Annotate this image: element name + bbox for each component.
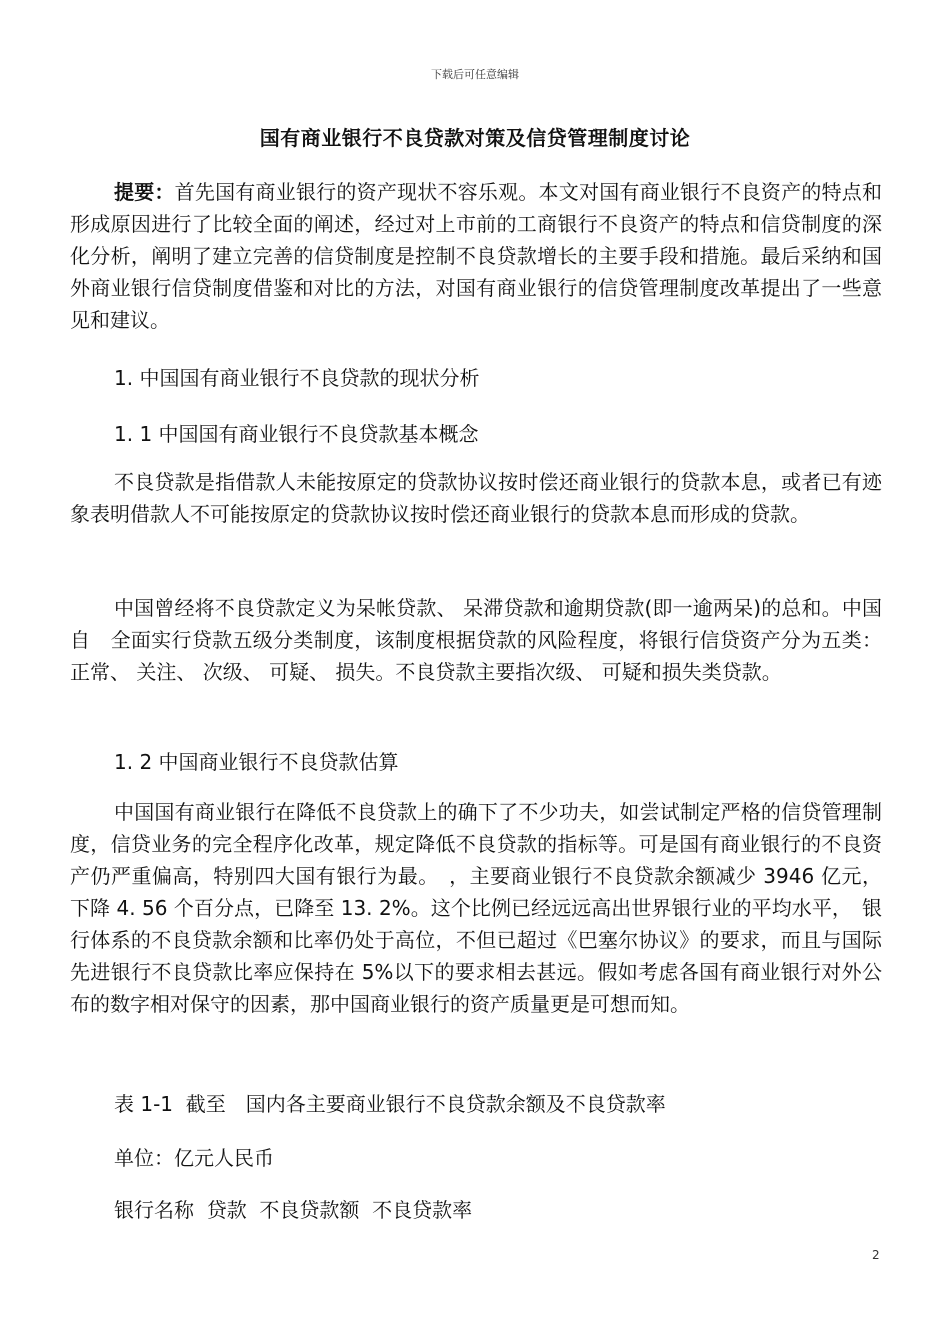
section-1-2-heading: 1. 2 中国商业银行不良贷款估算 (114, 750, 399, 774)
section-1-2-heading-block (70, 746, 882, 778)
table-caption-block (70, 1088, 882, 1120)
table-caption: 表 1-1 截至 国内各主要商业银行不良贷款余额及不良贷款率 (114, 1092, 666, 1116)
abstract-block (70, 176, 882, 336)
table-columns-block (70, 1194, 882, 1226)
document-title: 国有商业银行不良贷款对策及信贷管理制度讨论 (259, 126, 691, 150)
abstract-text: 首先国有商业银行的资产现状不容乐观。本文对国有商业银行不良资产的特点和形成原因进行了比较全面的阐述，经过对上市前的工商银行不良资产的特点和信贷制度的深化分析，阐明了建立完善的信贷制度是控制不良贷款增长的主要手段和措施。最后采纳和国外商业银行信贷制度借鉴和对比的方法，对国有商业银行的信贷管理制度改革提出了一些意见和建议。 (70, 180, 883, 332)
section-1-1-heading-block (70, 418, 882, 450)
abstract-label: 提要： (114, 180, 175, 204)
estimate-block (70, 796, 882, 1020)
estimate-paragraph: 中国国有商业银行在降低不良贷款上的确下了不少功夫，如尝试制定严格的信贷管理制度，信贷业务的完全程序化改革，规定降低不良贷款的指标等。可是国有商业银行的不良资产仍严重偏高，特别四大国有银行为最。 ，主要商业银行不良贷款余额减少 3946 亿元，下降 4. 56 个百分点，已降至 13. 2%。这个比例已经远远高出世界银行业的平均水平， 银行体系的不良贷款余额和比率仍处于高位，不但已超过《巴塞尔协议》的要求，而且与国际先进银行不良贷款比率应保持在 5%以下的要求相去甚远。假如考虑各国有商业银行对外公布的数字相对保守的因素，那中国商业银行的资产质量更是可想而知。 (70, 800, 882, 1016)
section-1-heading-block (70, 362, 882, 394)
table-unit-block (70, 1142, 882, 1174)
classification-block (70, 592, 882, 688)
section-1-1-heading: 1. 1 中国国有商业银行不良贷款基本概念 (114, 422, 479, 446)
definition-paragraph: 不良贷款是指借款人未能按原定的贷款协议按时偿还商业银行的贷款本息，或者已有迹象表明借款人不可能按原定的贷款协议按时偿还商业银行的贷款本息而形成的贷款。 (70, 470, 882, 526)
page-number: 2 (872, 1248, 880, 1262)
abstract-paragraph (70, 176, 882, 336)
section-1-heading: 1. 中国国有商业银行不良贷款的现状分析 (114, 366, 480, 390)
definition-block (70, 466, 882, 530)
page-header: 下载后可任意编辑 (431, 68, 519, 81)
table-column-headers: 银行名称 贷款 不良贷款额 不良贷款率 (114, 1198, 473, 1222)
classification-paragraph: 中国曾经将不良贷款定义为呆帐贷款、 呆滞贷款和逾期贷款(即一逾两呆)的总和。中国自 全面实行贷款五级分类制度，该制度根据贷款的风险程度，将银行信贷资产分为五类：正常、 关注、 次级、 可疑、 损失。不良贷款主要指次级、 可疑和损失类贷款。 (70, 596, 882, 684)
table-unit: 单位：亿元人民币 (114, 1146, 274, 1170)
